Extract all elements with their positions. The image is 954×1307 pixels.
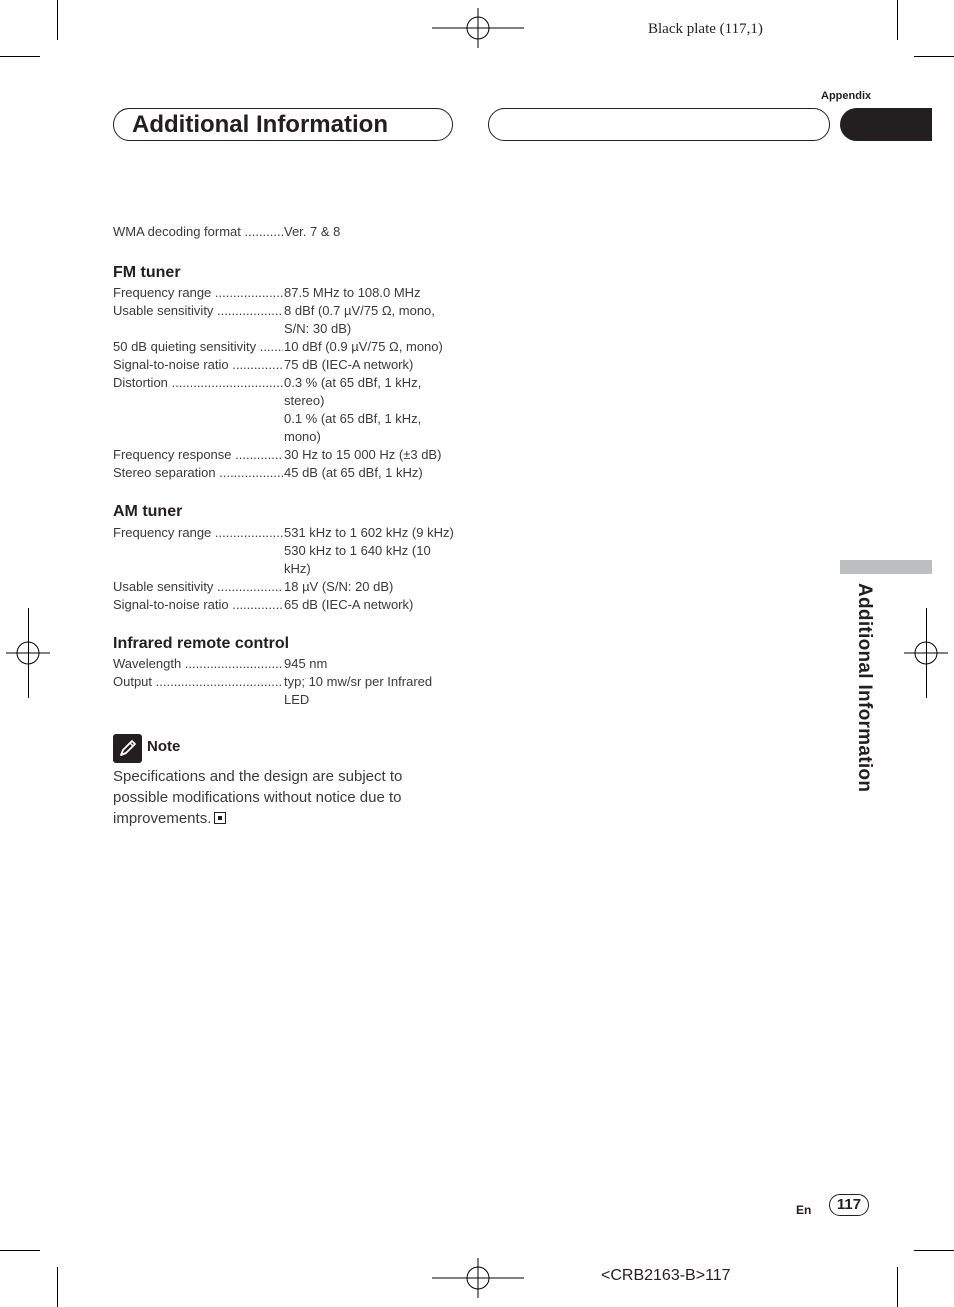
note-text: Specifications and the design are subject to possible modifications without notice due to improvements.: [113, 768, 403, 827]
note-label: Note: [147, 738, 181, 755]
spec-label: 50 dB quieting sensitivity .....: [113, 338, 283, 356]
spec-value: 75 dB (IEC-A network): [284, 357, 414, 372]
spec-label: Frequency response .....: [113, 446, 283, 464]
spec-value: Ver. 7 & 8: [284, 224, 341, 239]
spec-value: 530 kHz to 1 640 kHz (10 kHz): [284, 543, 431, 576]
spec-value: 18 µV (S/N: 20 dB): [284, 579, 394, 594]
spec-value: 0.3 % (at 65 dBf, 1 kHz, stereo): [284, 375, 422, 408]
chapter-tab: [840, 108, 932, 141]
spec-value: 0.1 % (at 65 dBf, 1 kHz, mono): [284, 411, 422, 444]
spec-value: 30 Hz to 15 000 Hz (±3 dB): [284, 447, 442, 462]
spec-label: WMA decoding format .....: [113, 223, 283, 241]
spec-label: Signal-to-noise ratio .....: [113, 596, 283, 614]
section-title-box: [113, 108, 453, 141]
spec-label: Output .....: [113, 673, 283, 691]
document-code: <CRB2163-B>117: [601, 1267, 731, 1284]
section-heading-infrared: Infrared remote control: [113, 635, 290, 652]
spec-value: 10 dBf (0.9 µV/75 Ω, mono): [284, 339, 443, 354]
spec-label: Wavelength .....: [113, 655, 283, 673]
spec-value: 45 dB (at 65 dBf, 1 kHz): [284, 465, 423, 480]
registration-mark-icon: [432, 8, 524, 48]
spec-value: typ; 10 mw/sr per Infrared LED: [284, 674, 433, 707]
spec-label: Distortion .....: [113, 374, 283, 392]
side-section-label: Additional Information: [854, 583, 875, 793]
header-blank-box: [488, 108, 830, 141]
note-body: [113, 766, 458, 829]
pencil-icon: [113, 734, 142, 763]
spec-value: 87.5 MHz to 108.0 MHz: [284, 285, 421, 300]
spec-label: Usable sensitivity .....: [113, 578, 283, 596]
registration-mark-icon: [432, 1258, 524, 1298]
plate-label: Black plate (117,1): [648, 21, 763, 37]
spec-label: Frequency range .....: [113, 524, 283, 542]
spec-value: 65 dB (IEC-A network): [284, 597, 414, 612]
spec-value: 531 kHz to 1 602 kHz (9 kHz): [284, 525, 454, 540]
appendix-label: Appendix: [821, 90, 872, 102]
spec-label: Frequency range .....: [113, 284, 283, 302]
registration-mark-icon: [904, 641, 948, 665]
page-title: Additional Information: [132, 111, 388, 138]
side-tab-bar: [840, 560, 932, 574]
registration-mark-icon: [6, 641, 50, 665]
spec-label: Signal-to-noise ratio .....: [113, 356, 283, 374]
language-label: En: [796, 1203, 812, 1217]
spec-value: 945 nm: [284, 656, 328, 671]
page-number: 117: [829, 1194, 869, 1216]
section-heading-fm: FM tuner: [113, 264, 181, 281]
spec-label: Usable sensitivity .....: [113, 302, 283, 320]
spec-value: 8 dBf (0.7 µV/75 Ω, mono, S/N: 30 dB): [284, 303, 435, 336]
spec-label: Stereo separation .....: [113, 464, 283, 482]
section-heading-am: AM tuner: [113, 503, 183, 520]
end-mark-icon: [214, 812, 226, 824]
